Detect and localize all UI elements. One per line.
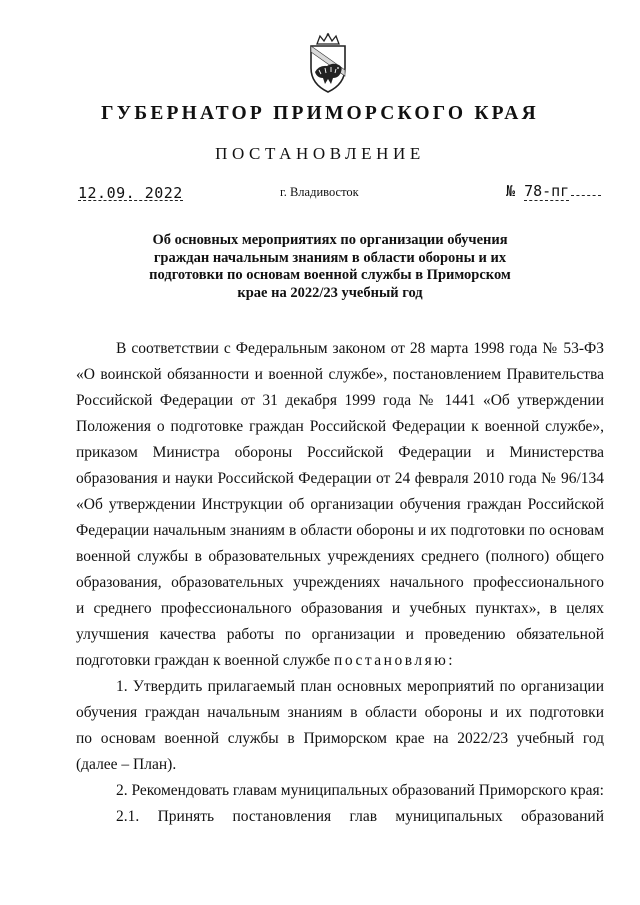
document-number-value: 78-пг [524,182,570,200]
paragraph-line: (далее – План). [76,756,177,773]
document-city: г. Владивосток [280,185,359,199]
resolution-keyword: постановляю: [334,652,456,669]
paragraph-line: образования и науки Российской Федерации от 24 февраля 2010 года № 96/134 [76,470,604,487]
paragraph-line: обучения граждан начальным знаниям в области обороны и их подготовки [76,704,604,721]
paragraph-line: Положения о подготовке граждан Российской Федерации к военной службе», [76,418,604,435]
document-body [76,336,604,830]
paragraph-line: по основам военной службы в Приморском крае на 2022/23 учебный год [76,730,604,747]
organization-title: ГУБЕРНАТОР ПРИМОРСКОГО КРАЯ [101,103,539,124]
paragraph-line: В соответствии с Федеральным законом от 28 марта 1998 года № 53-ФЗ [116,340,604,357]
paragraph-line: Федерации начальным знаниям в области обороны и их подготовки по основам [76,522,604,539]
paragraph-line: образования, образовательных учреждениях начального профессионального [76,574,604,591]
paragraph-line: 2.1. Принять постановления глав муниципальных образований [116,808,604,825]
document-date-value: 12.09. 2022 [78,184,183,202]
document-type: ПОСТАНОВЛЕНИЕ [215,144,425,163]
title-line: подготовки по основам военной службы в Приморском [149,267,511,283]
paragraph-line: улучшения качества работы по организации и проведению обязательной [76,626,604,643]
title-line: крае на 2022/23 учебный год [237,284,423,301]
paragraph-line: «Об утверждении Инструкции об организации обучения граждан Российской [76,496,604,513]
paragraph-line: военной службы в образовательных учреждениях среднего (полного) общего [76,548,604,565]
coat-of-arms-icon [303,32,353,94]
paragraph-line: 1. Утвердить прилагаемый план основных мероприятий по организации [116,678,604,695]
paragraph-line: «О воинской обязанности и военной службе», постановлением Правительства [76,366,604,383]
title-line: Об основных мероприятиях по организации обучения [152,232,508,248]
paragraph-line: приказом Министра обороны Российской Федерации и Министерства [76,444,604,461]
paragraph-line-text: подготовки граждан к военной службе [76,652,335,669]
paragraph-line [76,648,604,674]
title-line: граждан начальным знаниям в области обороны и их [153,249,507,266]
document-date [78,184,183,202]
document-title [140,232,520,302]
document-number-label: № [506,182,516,200]
paragraph-line: 2. Рекомендовать главам муниципальных образований Приморского края: [116,782,604,799]
paragraph-line: Российской Федерации от 31 декабря 1999 года № 1441 «Об утверждении [76,392,604,409]
paragraph-line: и среднего профессионального образования и учебных пунктах», в целях [76,600,604,617]
document-number [506,182,601,200]
